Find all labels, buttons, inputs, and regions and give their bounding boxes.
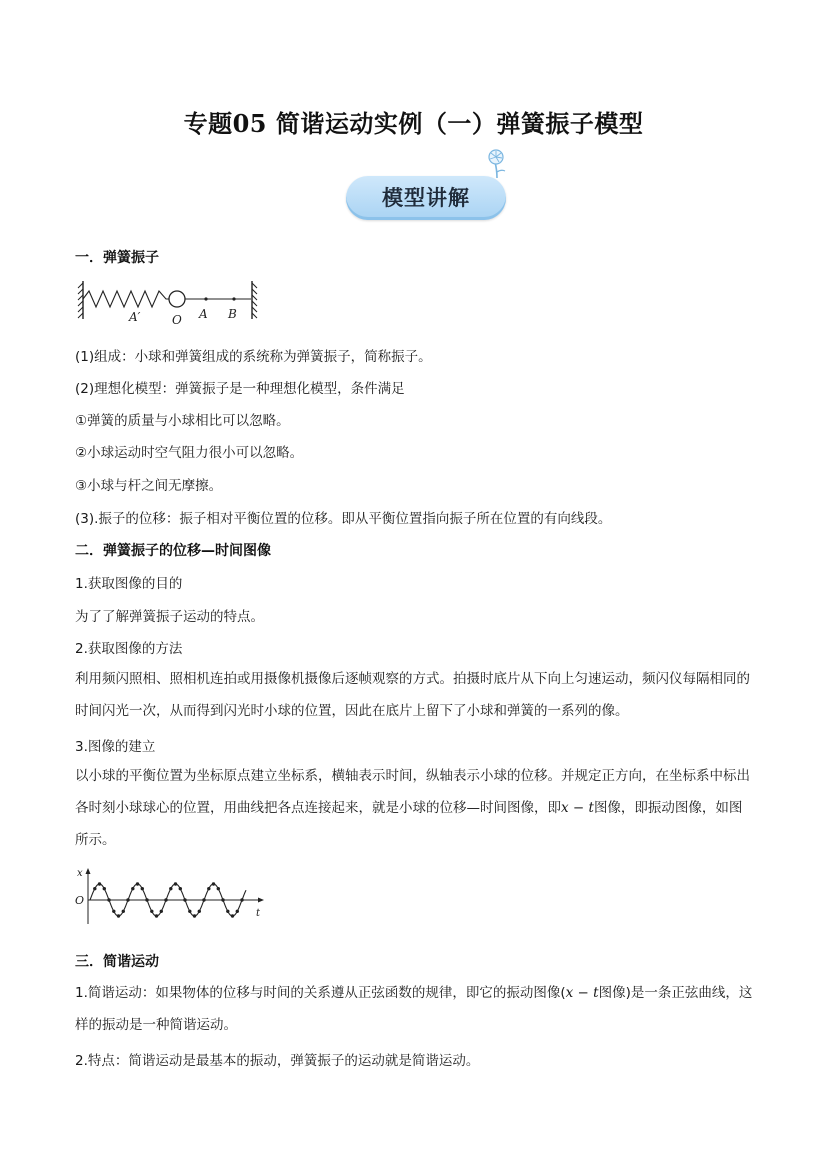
wave-sample-dot: [221, 898, 224, 901]
wave-sample-dot: [164, 898, 167, 901]
subsection-3-title: 3.图像的建立: [75, 739, 156, 755]
shm-definition: 1.简谐运动：如果物体的位移与时间的关系遵从正弦函数的规律，即它的振动图像(x − t图像)是一条正弦曲线，这样的振动是一种简谐运动。: [75, 985, 753, 1033]
graph-label-t: t: [256, 908, 261, 919]
shm-feature: 2.特点：简谐运动是最基本的振动，弹簧振子的运动就是简谐运动。: [75, 1053, 480, 1069]
wave-sample-dot: [112, 910, 115, 913]
wave-sample-dot: [136, 882, 139, 885]
wave-sample-dot: [236, 910, 239, 913]
wave-sample-dot: [217, 887, 220, 890]
wave-sample-dot: [126, 898, 129, 901]
wave-sample-dot: [93, 887, 96, 890]
wave-sample-dot: [98, 882, 101, 885]
dandelion-icon: [482, 148, 512, 180]
badge-label: 模型讲解: [382, 186, 470, 210]
wave-sample-dot: [231, 914, 234, 917]
wave-sample-dot: [226, 910, 229, 913]
section2-heading: 二．弹簧振子的位移—时间图像: [75, 543, 271, 559]
wave-sample-dot: [240, 898, 243, 901]
section-badge: [340, 148, 520, 228]
wave-sample-dot: [212, 882, 215, 885]
subsection-2-title: 2.获取图像的方法: [75, 641, 183, 657]
xt-math-2: x − t: [565, 985, 599, 1001]
subsection-1-title: 1.获取图像的目的: [75, 576, 183, 592]
wave-sample-dot: [193, 914, 196, 917]
page-title: 专题05 简谐运动实例（一）弹簧振子模型: [183, 109, 644, 138]
ideal-model-text: (2)理想化模型：弹簧振子是一种理想化模型，条件满足: [75, 381, 405, 397]
wave-sample-dot: [202, 898, 205, 901]
subsection-2-text: 利用频闪照相、照相机连拍或用摄像机摄像后逐帧观察的方式。拍摄时底片从下向上匀速运动，频闪仪每隔相同的时间闪光一次，从而得到闪光时小球的位置，因此在底片上留下了小球和弹簧的一系列的像。: [75, 671, 750, 719]
wave-sample-dot: [169, 887, 172, 890]
graph-label-x: x: [77, 868, 83, 879]
condition-3: ③小球与杆之间无摩擦。: [75, 478, 223, 494]
spring-oscillator-figure: [75, 277, 265, 327]
wave-sample-dot: [198, 910, 201, 913]
graph-label-o: O: [75, 894, 85, 907]
condition-1: ①弹簧的质量与小球相比可以忽略。: [75, 413, 290, 429]
wave-sample-dot: [122, 910, 125, 913]
wave-sample-dot: [141, 887, 144, 890]
wave-sample-dot: [107, 898, 110, 901]
wave-sample-dot: [150, 910, 153, 913]
label-a: A: [199, 307, 208, 321]
condition-2: ②小球运动时空气阻力很小可以忽略。: [75, 445, 304, 461]
wave-sample-dot: [155, 914, 158, 917]
wave-sample-dot: [179, 887, 182, 890]
wave-sample-dot: [117, 914, 120, 917]
section3-heading: 三．简谐运动: [75, 954, 159, 970]
wave-sample-dot: [188, 910, 191, 913]
label-o: O: [172, 313, 182, 327]
subsection-1-text: 为了了解弹簧振子运动的特点。: [75, 609, 264, 625]
label-b: B: [228, 307, 237, 321]
wave-sample-dot: [183, 898, 186, 901]
displacement-text: (3).振子的位移：振子相对平衡位置的位移。即从平衡位置指向振子所在位置的有向线段。: [75, 511, 612, 527]
wave-sample-dot: [207, 887, 210, 890]
wave-sample-dot: [174, 882, 177, 885]
composition-text: (1)组成：小球和弹簧组成的系统称为弹簧振子，简称振子。: [75, 349, 432, 365]
displacement-time-graph: [74, 866, 266, 926]
section1-heading: 一．弹簧振子: [75, 250, 159, 266]
wave-sample-dot: [160, 910, 163, 913]
wave-sample-dot: [103, 887, 106, 890]
subsection-3-text: 以小球的平衡位置为坐标原点建立坐标系，横轴表示时间，纵轴表示小球的位移。并规定正方向，在坐标系中标出各时刻小球球心的位置，用曲线把各点连接起来，就是小球的位移—时间图像，即x − t图像，即振动图像，如图所示。: [75, 768, 750, 848]
xt-math: x − t: [561, 800, 594, 816]
label-a-prime: A′: [129, 310, 141, 324]
wave-sample-dot: [145, 898, 148, 901]
wave-sample-dot: [131, 887, 134, 890]
